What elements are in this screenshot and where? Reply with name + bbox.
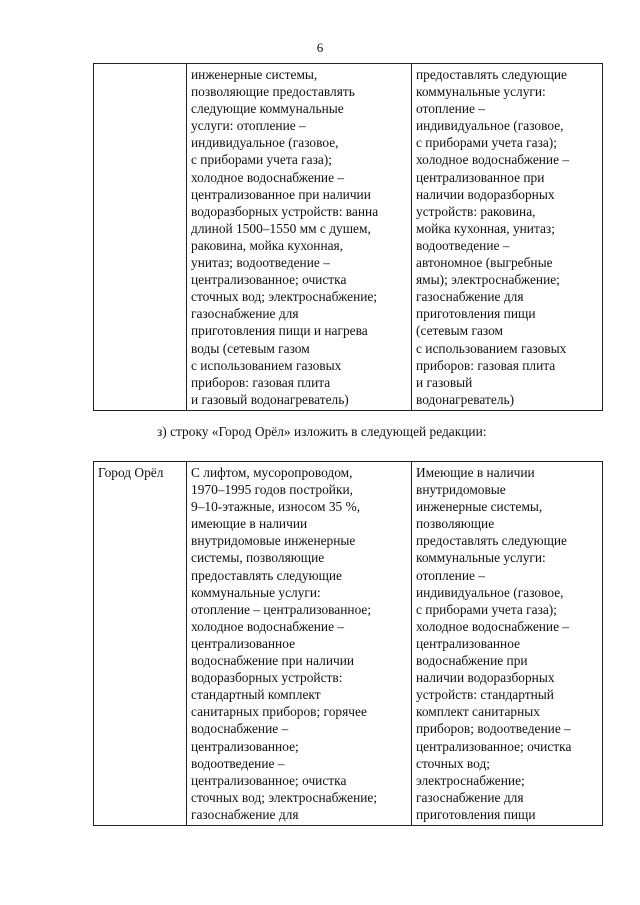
table-cell-locality: [94, 64, 187, 411]
cell-text-line: отопление –: [416, 567, 485, 583]
top-table: [93, 63, 603, 411]
cell-text-line: Имеющие в наличии: [416, 465, 535, 480]
cell-text-line: приборов: газовая плита: [416, 357, 556, 373]
cell-text-line: с использованием газовых: [416, 340, 567, 356]
cell-text-line: приготовления пищи и нагрева: [191, 323, 368, 339]
cell-text-line: централизованное при: [416, 169, 545, 185]
table-cell-utilities: [412, 64, 603, 411]
cell-text-line: комплект санитарных: [416, 704, 540, 720]
cell-text-line: газоснабжение для: [416, 289, 524, 305]
cell-text-line: холодное водоснабжение –: [191, 169, 345, 185]
cell-text-line: централизованное: [416, 635, 521, 651]
cell-text-line: позволяющие: [416, 516, 495, 532]
cell-text-line: водоотведение –: [191, 755, 285, 771]
amendment-instruction: з) строку «Город Орёл» изложить в следующей редакции:: [157, 424, 487, 439]
cell-text-line: водоснабжение при: [416, 653, 528, 669]
cell-text-line: холодное водоснабжение –: [416, 618, 570, 634]
cell-text-line: приготовления пищи: [416, 806, 536, 822]
cell-text-line: с приборами учета газа);: [416, 601, 557, 617]
cell-text-line: инженерные системы,: [191, 67, 318, 82]
table-row: [94, 64, 603, 411]
cell-text-line: воды (сетевым газом: [191, 340, 310, 356]
cell-text-line: автономное (выгребные: [416, 255, 553, 271]
cell-text-line: системы, позволяющие: [191, 550, 325, 566]
cell-text-line: индивидуальное (газовое,: [416, 118, 564, 134]
cell-text-line: газоснабжение для: [191, 306, 299, 322]
cell-text-line: предоставлять следующие: [191, 567, 342, 583]
cell-text-line: централизованное; очистка: [191, 772, 347, 788]
cell-text-line: предоставлять следующие: [416, 67, 567, 82]
cell-text-line: отопление –: [416, 101, 485, 117]
cell-text-line: и газовый: [416, 374, 473, 390]
cell-text-line: приборов; водоотведение –: [416, 721, 571, 737]
cell-text-line: С лифтом, мусоропроводом,: [191, 465, 353, 480]
cell-text-line: раковина, мойка кухонная,: [191, 237, 344, 253]
cell-text-line: электроснабжение;: [416, 772, 525, 788]
cell-text-line: централизованное: [191, 635, 296, 651]
cell-text-line: сточных вод; электроснабжение;: [191, 789, 378, 805]
cell-text-line: водоотведение –: [416, 237, 510, 253]
cell-text-line: газоснабжение для: [416, 789, 524, 805]
cell-text-line: газоснабжение для: [191, 806, 299, 822]
table-row: [94, 462, 603, 826]
cell-text-line: мойка кухонная, унитаз;: [416, 220, 555, 236]
cell-text-line: коммунальные услуги:: [191, 584, 321, 600]
cell-text-line: и газовый водонагреватель): [191, 391, 349, 407]
cell-text-line: ямы); электроснабжение;: [416, 272, 560, 288]
cell-text-line: наличии водоразборных: [416, 186, 555, 202]
cell-text-line: водоразборных устройств:: [191, 670, 343, 686]
cell-text-line: 1970–1995 годов постройки,: [191, 482, 353, 498]
cell-text-line: с приборами учета газа);: [191, 152, 332, 168]
cell-text-line: холодное водоснабжение –: [191, 618, 345, 634]
cell-text-line: (сетевым газом: [416, 323, 504, 339]
cell-text-line: внутридомовые инженерные: [191, 533, 356, 549]
cell-text-line: унитаз; водоотведение –: [191, 255, 330, 271]
cell-text-line: следующие коммунальные: [191, 101, 344, 117]
cell-text-line: приготовления пищи: [416, 306, 536, 322]
cell-text-line: услуги: отопление –: [191, 118, 306, 134]
cell-text-line: отопление – централизованное;: [191, 601, 372, 617]
cell-text-line: стандартный комплект: [191, 687, 321, 703]
cell-text-line: сточных вод;: [416, 755, 490, 771]
cell-text-line: централизованное; очистка: [416, 738, 572, 754]
cell-text-line: водоразборных устройств: ванна: [191, 203, 379, 219]
table-cell-housing-description: [187, 64, 412, 411]
cell-text-line: коммунальные услуги:: [416, 84, 546, 100]
cell-text-line: коммунальные услуги:: [416, 550, 546, 566]
table-cell-housing-description: [187, 462, 412, 826]
cell-text-line: приборов: газовая плита: [191, 374, 331, 390]
cell-text-line: водоснабжение при наличии: [191, 653, 355, 669]
cell-text-line: холодное водоснабжение –: [416, 152, 570, 168]
cell-text-line: индивидуальное (газовое,: [191, 135, 339, 151]
table-cell-locality: [94, 462, 187, 826]
cell-text-line: Город Орёл: [98, 465, 164, 480]
cell-text-line: санитарных приборов; горячее: [191, 704, 367, 720]
cell-text-line: 9–10-этажные, износом 35 %,: [191, 499, 361, 515]
cell-text-line: водоснабжение –: [191, 721, 289, 737]
page-number: 6: [316, 40, 324, 55]
bottom-table: [93, 461, 603, 826]
cell-text-line: сточных вод; электроснабжение;: [191, 289, 378, 305]
cell-text-line: устройств: стандартный: [416, 687, 554, 703]
cell-text-line: инженерные системы,: [416, 499, 543, 515]
cell-text-line: водонагреватель): [416, 391, 515, 407]
cell-text-line: длиной 1500–1550 мм с душем,: [191, 220, 371, 236]
cell-text-line: с использованием газовых: [191, 357, 342, 373]
cell-text-line: внутридомовые: [416, 482, 506, 498]
cell-text-line: предоставлять следующие: [416, 533, 567, 549]
cell-text-line: имеющие в наличии: [191, 516, 308, 532]
cell-text-line: централизованное; очистка: [191, 272, 347, 288]
cell-text-line: централизованное;: [191, 738, 299, 754]
cell-text-line: наличии водоразборных: [416, 670, 555, 686]
table-cell-utilities: [412, 462, 603, 826]
cell-text-line: индивидуальное (газовое,: [416, 584, 564, 600]
cell-text-line: позволяющие предоставлять: [191, 84, 355, 100]
cell-text-line: устройств: раковина,: [416, 203, 536, 219]
cell-text-line: с приборами учета газа);: [416, 135, 557, 151]
cell-text-line: централизованное при наличии: [191, 186, 371, 202]
